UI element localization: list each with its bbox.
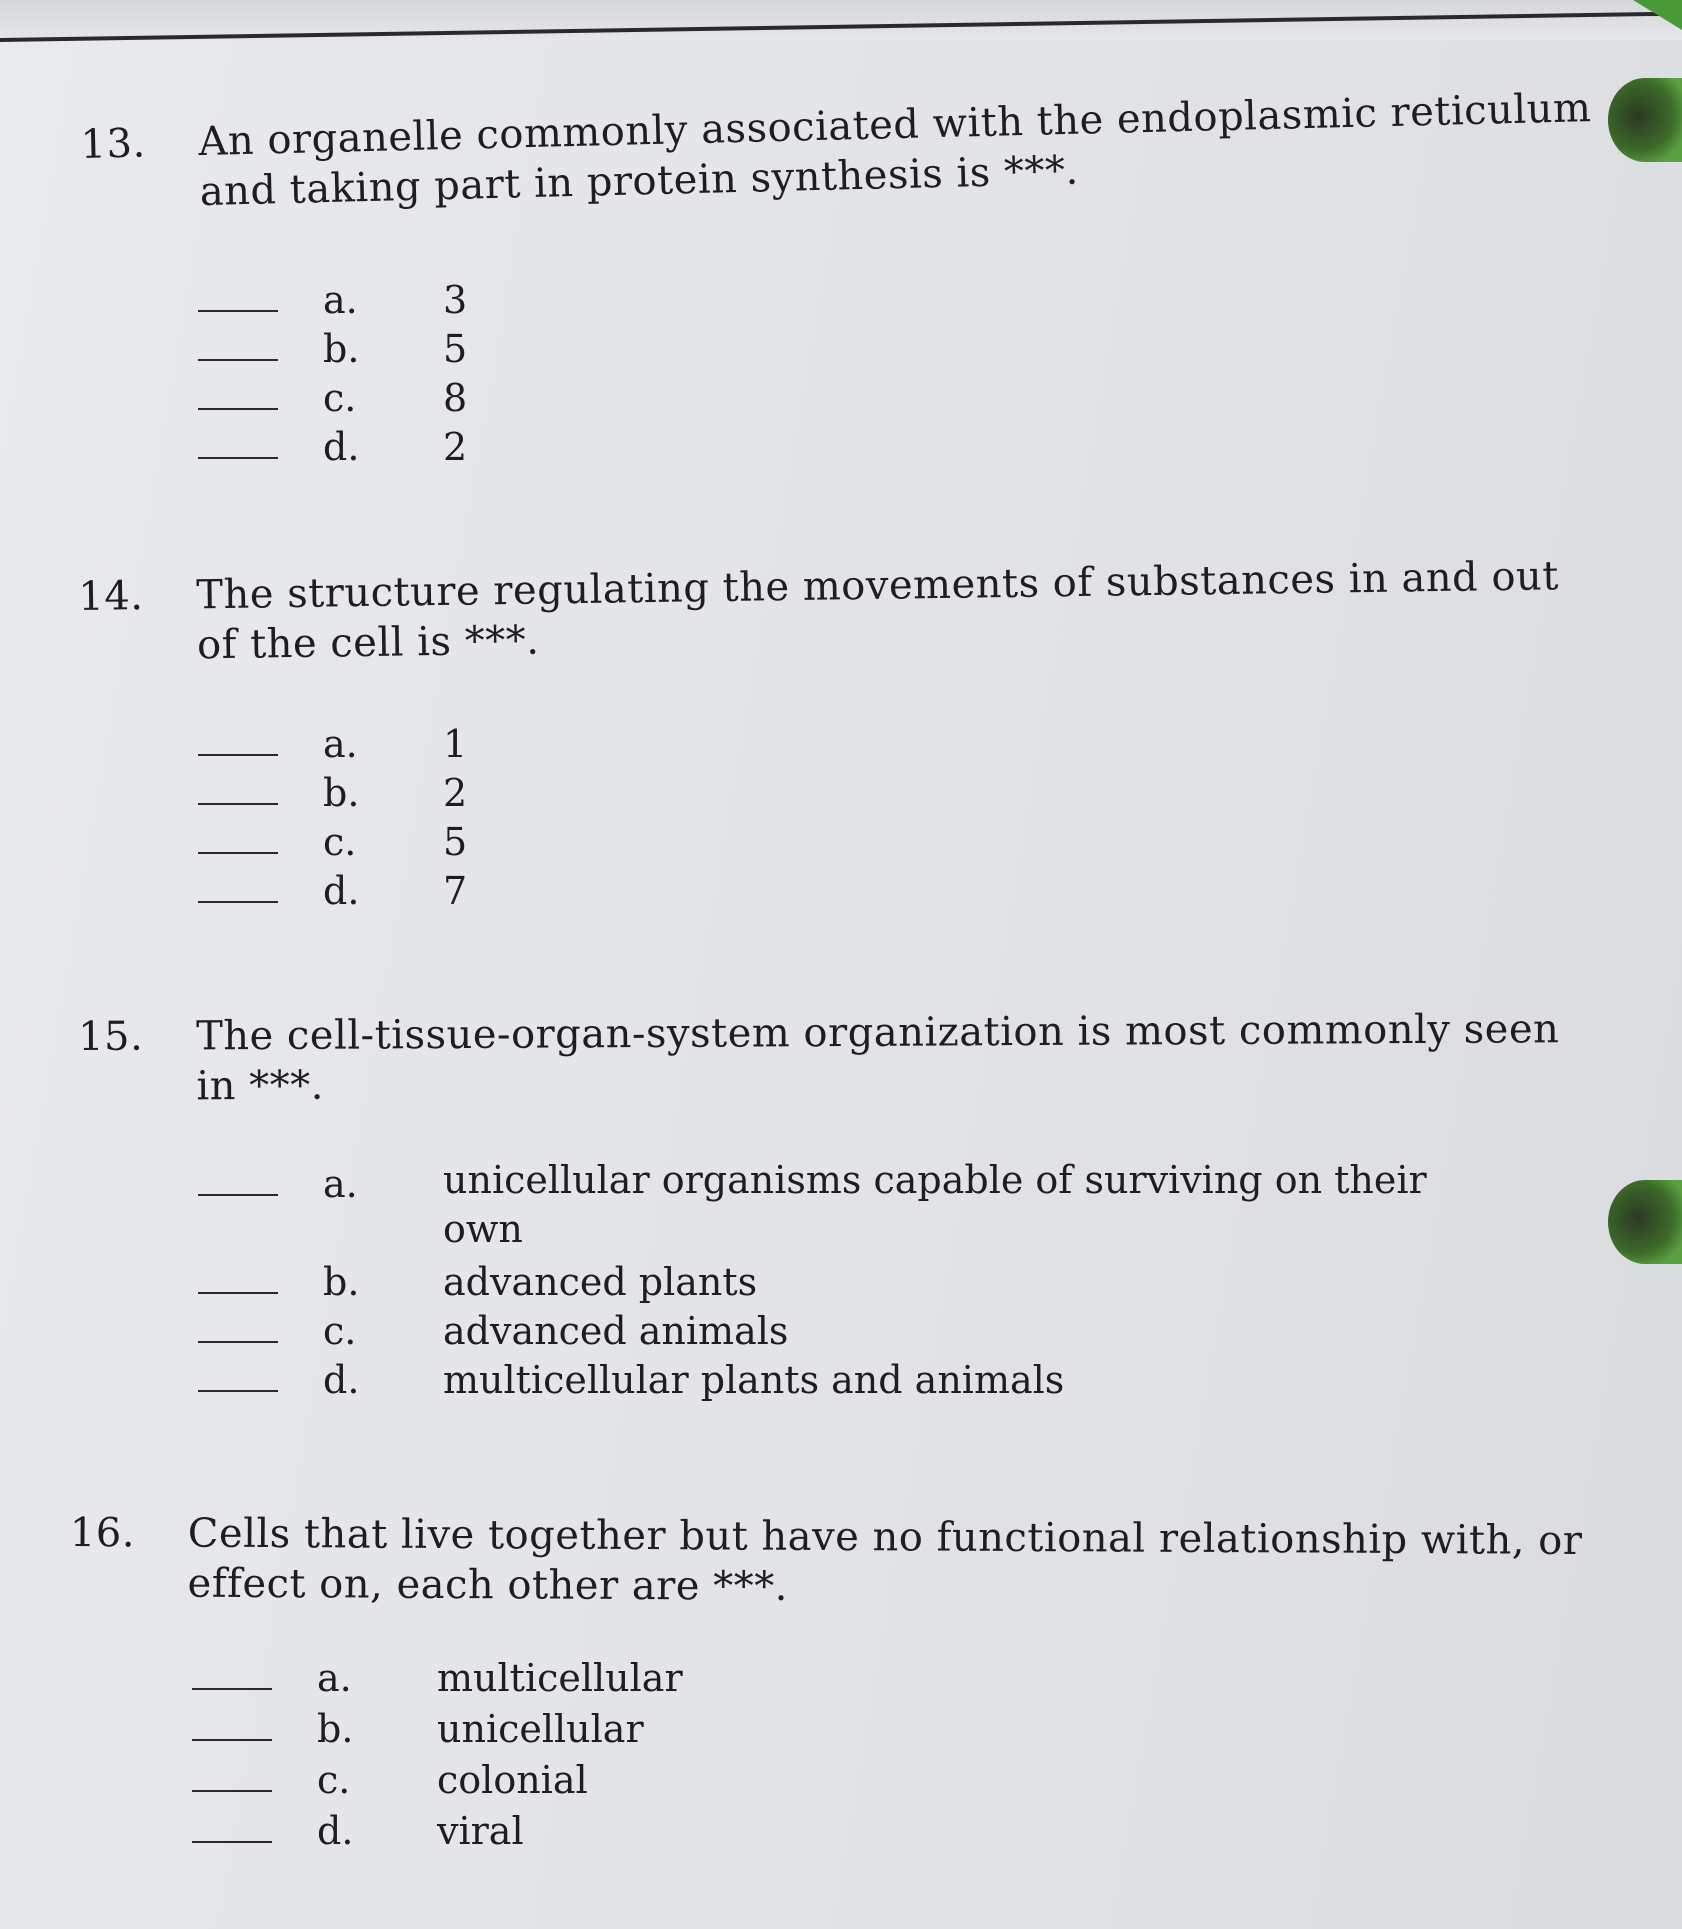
answer-blank[interactable] — [198, 852, 278, 854]
question-number: 14. — [78, 573, 144, 620]
choice-answer: advanced animals — [443, 1309, 789, 1353]
answer-blank[interactable] — [198, 457, 278, 459]
binder-hole-middle — [1608, 1180, 1682, 1264]
choice-letter: d. — [323, 425, 360, 469]
choice-letter: c. — [323, 1309, 357, 1353]
answer-blank[interactable] — [198, 310, 278, 312]
choice-answer: viral — [437, 1809, 524, 1853]
answer-blank[interactable] — [198, 1292, 278, 1294]
question-text-line: An organelle commonly associated with the endoplasmic reticulum — [198, 85, 1592, 166]
choice-letter: d. — [323, 869, 360, 913]
question-text-line: in ***. — [196, 1062, 324, 1110]
choice-answer: 2 — [443, 771, 468, 815]
choice-answer: 2 — [443, 425, 468, 469]
answer-blank[interactable] — [198, 359, 278, 361]
choice-answer: unicellular — [437, 1707, 644, 1751]
choice-letter: b. — [317, 1707, 354, 1751]
question-text-line: effect on, each other are ***. — [187, 1560, 789, 1610]
answer-blank[interactable] — [198, 1194, 278, 1196]
question-text-line: Cells that live together but have no functional relationship with, or — [187, 1510, 1583, 1564]
choice-letter: d. — [317, 1809, 354, 1853]
choice-letter: a. — [323, 722, 358, 766]
choice-letter: a. — [323, 278, 358, 322]
choice-answer: multicellular plants and animals — [443, 1358, 1065, 1402]
choice-answer — [443, 1156, 1427, 1254]
question-text — [198, 83, 1593, 217]
choice-letter: a. — [317, 1656, 352, 1700]
choice-letter: c. — [323, 820, 357, 864]
choice-letter: b. — [323, 771, 360, 815]
answer-blank[interactable] — [198, 754, 278, 756]
answer-blank[interactable] — [198, 901, 278, 903]
question-text-line: and taking part in protein synthesis is ***. — [199, 147, 1080, 216]
choice-letter: b. — [323, 327, 360, 371]
choice-answer-line: unicellular organisms capable of surviving on their — [443, 1158, 1427, 1202]
choice-answer: colonial — [437, 1758, 588, 1802]
choice-answer-line: own — [443, 1207, 523, 1251]
choice-answer: 5 — [443, 327, 468, 371]
answer-blank[interactable] — [192, 1739, 272, 1741]
question-number: 13. — [80, 120, 147, 168]
question-text — [196, 551, 1560, 670]
answer-blank[interactable] — [198, 803, 278, 805]
choice-answer: multicellular — [437, 1656, 683, 1700]
choice-answer: 8 — [443, 376, 468, 420]
choice-letter: c. — [323, 376, 357, 420]
answer-blank[interactable] — [192, 1790, 272, 1792]
choice-answer: 1 — [443, 722, 468, 766]
answer-blank[interactable] — [192, 1688, 272, 1690]
choice-answer: 5 — [443, 820, 468, 864]
answer-blank[interactable] — [198, 408, 278, 410]
binder-hole-top — [1608, 78, 1682, 162]
choice-letter: d. — [323, 1358, 360, 1402]
question-text — [187, 1509, 1582, 1616]
answer-blank[interactable] — [198, 1390, 278, 1392]
question-text-line: The structure regulating the movements of substances in and out — [196, 553, 1560, 619]
answer-blank[interactable] — [198, 1341, 278, 1343]
choice-answer: 7 — [443, 869, 468, 913]
question-text-line: of the cell is ***. — [196, 617, 540, 669]
choice-letter: b. — [323, 1260, 360, 1304]
question-number: 16. — [69, 1510, 136, 1557]
choice-letter: a. — [323, 1162, 358, 1206]
choice-answer: advanced plants — [443, 1260, 758, 1304]
answer-blank[interactable] — [192, 1841, 272, 1843]
question-number: 15. — [78, 1013, 144, 1060]
question-text — [196, 1004, 1560, 1111]
choice-answer: 3 — [443, 278, 468, 322]
question-text-line: The cell-tissue-organ-system organization is most commonly seen — [196, 1006, 1560, 1060]
choice-letter: c. — [317, 1758, 351, 1802]
